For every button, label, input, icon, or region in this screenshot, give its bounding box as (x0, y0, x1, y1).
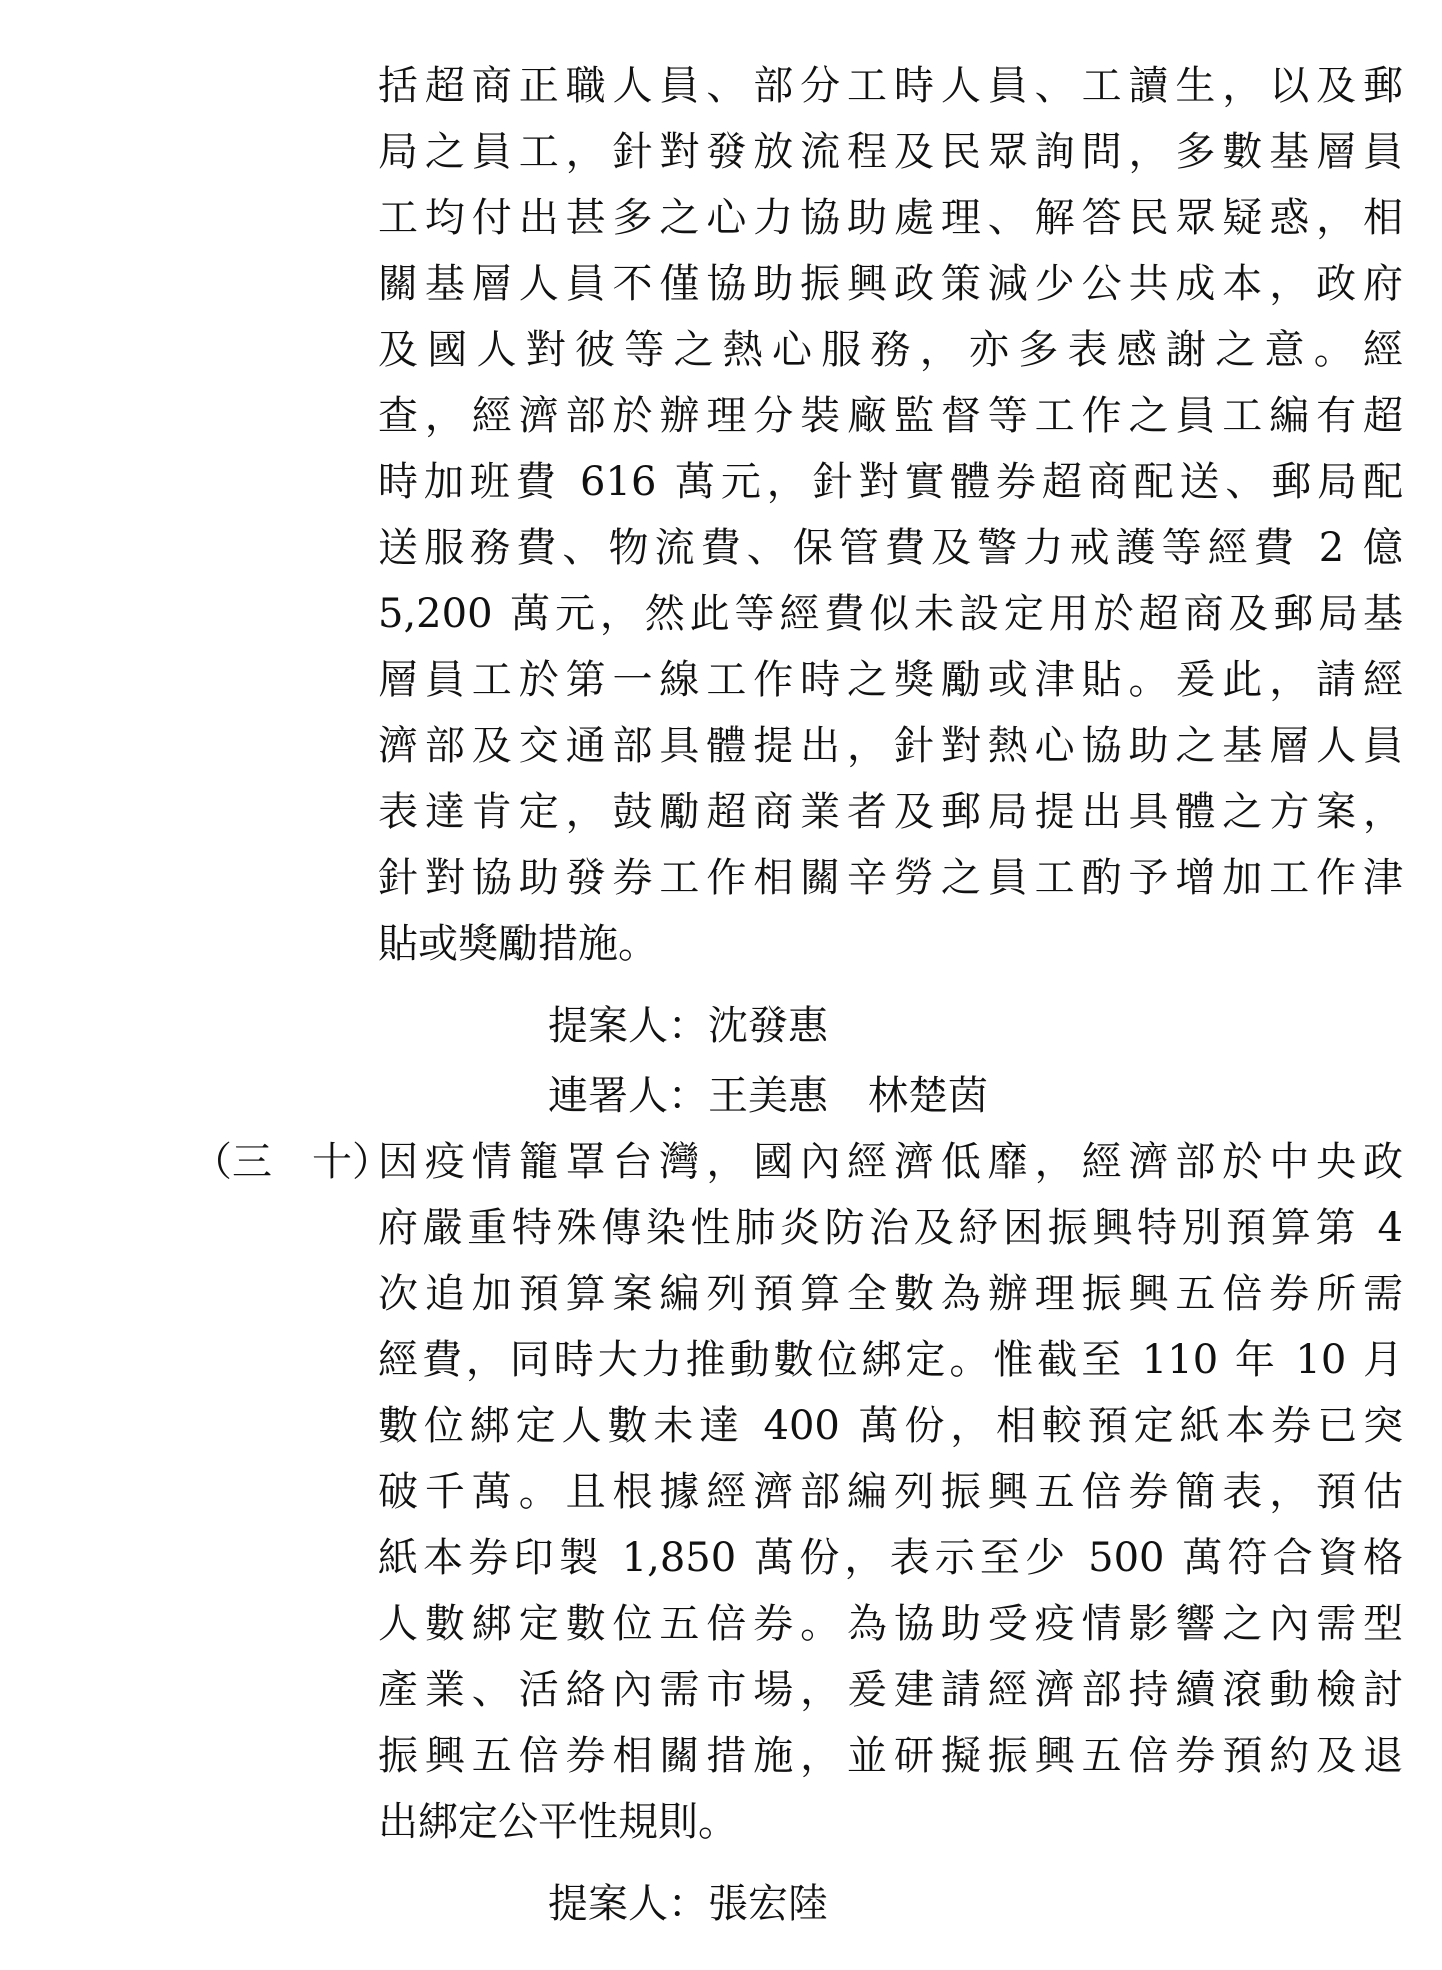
paragraph-line: 貼或獎勵措施。 (378, 921, 658, 967)
paragraph-line: 時加班費 616 萬元，針對實體券超商配送、郵局配 (378, 459, 1403, 505)
paragraph-line: 關基層人員不僅協助振興政策減少公共成本，政府 (378, 261, 1403, 307)
paragraph-line: 府嚴重特殊傳染性肺炎防治及紓困振興特別預算第 4 (378, 1205, 1403, 1251)
paragraph-line: 振興五倍券相關措施，並研擬振興五倍券預約及退 (378, 1733, 1403, 1779)
paragraph-line: 數位綁定人數未達 400 萬份，相較預定紙本券已突 (378, 1403, 1403, 1449)
proposer-line: 提案人：張宏陸 (548, 1881, 828, 1927)
paragraph-line: 局之員工，針對發放流程及民眾詢問，多數基層員 (378, 129, 1403, 175)
paragraph-line: 查，經濟部於辦理分裝廠監督等工作之員工編有超 (378, 393, 1403, 439)
paragraph-line: 及國人對彼等之熱心服務，亦多表感謝之意。經 (378, 327, 1403, 373)
paragraph-line: 表達肯定，鼓勵超商業者及郵局提出具體之方案， (378, 789, 1403, 835)
paragraph-line: 產業、活絡內需市場，爰建請經濟部持續滾動檢討 (378, 1667, 1403, 1713)
item-number-label: （三 十） (192, 1139, 392, 1185)
paragraph-line: 針對協助發券工作相關辛勞之員工酌予增加工作津 (378, 855, 1403, 901)
paragraph-line: 破千萬。且根據經濟部編列振興五倍券簡表，預估 (378, 1469, 1403, 1515)
paragraph-line: 工均付出甚多之心力協助處理、解答民眾疑惑，相 (378, 195, 1403, 241)
paragraph-line: 經費，同時大力推動數位綁定。惟截至 110 年 10 月 (378, 1337, 1403, 1383)
paragraph-line: 紙本券印製 1,850 萬份，表示至少 500 萬符合資格 (378, 1535, 1403, 1581)
paragraph-line: 5,200 萬元，然此等經費似未設定用於超商及郵局基 (378, 591, 1403, 637)
paragraph-line: 人數綁定數位五倍券。為協助受疫情影響之內需型 (378, 1601, 1403, 1647)
paragraph-line: 濟部及交通部具體提出，針對熱心協助之基層人員 (378, 723, 1403, 769)
paragraph-line: 括超商正職人員、部分工時人員、工讀生，以及郵 (378, 63, 1403, 109)
proposer-line: 提案人：沈發惠 (548, 1003, 828, 1049)
paragraph-line: 送服務費、物流費、保管費及警力戒護等經費 2 億 (378, 525, 1403, 571)
paragraph-line: 層員工於第一線工作時之獎勵或津貼。爰此，請經 (378, 657, 1403, 703)
paragraph-line: 出綁定公平性規則。 (378, 1799, 738, 1845)
paragraph-line: 因疫情籠罩台灣，國內經濟低靡，經濟部於中央政 (378, 1139, 1403, 1185)
paragraph-line: 次追加預算案編列預算全數為辦理振興五倍券所需 (378, 1271, 1403, 1317)
cosigners-line: 連署人：王美惠 林楚茵 (548, 1073, 988, 1119)
